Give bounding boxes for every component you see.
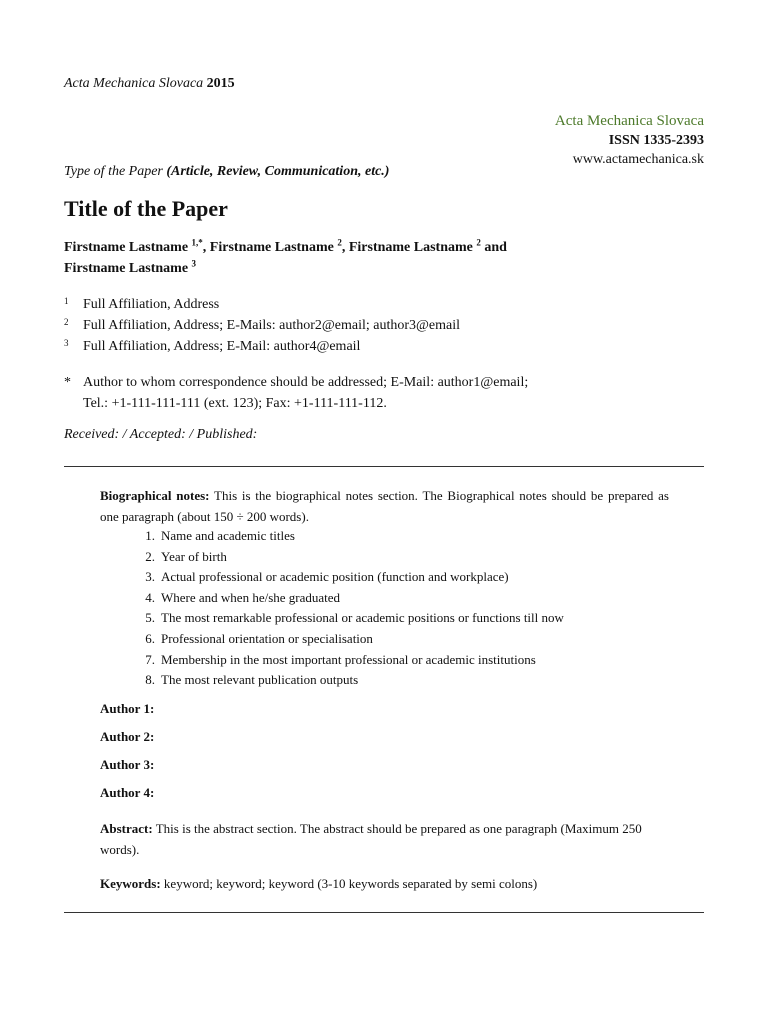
- affiliation-item: [64, 315, 460, 336]
- list-number: 4.: [145, 589, 155, 605]
- affiliation-item: [64, 294, 460, 315]
- author-name: Firstname Lastname: [64, 261, 189, 276]
- keywords-label: Keywords:: [100, 876, 161, 891]
- list-number: 1.: [145, 528, 155, 543]
- list-number: 6.: [145, 630, 155, 646]
- author-4-label: Author 4:: [100, 785, 155, 800]
- list-item: [100, 608, 669, 629]
- author-separator: and: [480, 240, 507, 255]
- abstract-section: [100, 819, 675, 860]
- list-number: 7.: [145, 651, 155, 667]
- journal-masthead: [555, 112, 704, 169]
- section-divider-bottom: [64, 912, 704, 913]
- list-text: Year of birth: [161, 548, 227, 564]
- paper-type-line: [64, 164, 389, 180]
- author-superscript: 1,*: [191, 237, 203, 248]
- journal-name: Acta Mechanica Slovaca: [64, 76, 204, 91]
- list-text: Professional orientation or specialisation: [161, 630, 373, 646]
- keywords-text: keyword; keyword; keyword (3-10 keywords separated by semi colons): [163, 876, 538, 891]
- list-number: 5.: [145, 610, 155, 626]
- masthead-issn: ISSN 1335-2393: [608, 133, 704, 148]
- list-text: Actual professional or academic position (function and workplace): [161, 569, 509, 585]
- list-item: [100, 629, 669, 650]
- paper-type-lead: Type of the Paper: [64, 164, 163, 179]
- author-name: Firstname Lastname: [348, 240, 473, 255]
- list-text: Membership in the most important professional or academic institutions: [161, 651, 536, 667]
- author-1-label: Author 1:: [100, 701, 155, 716]
- author-3-label: Author 3:: [100, 757, 155, 772]
- biographical-notes: [100, 486, 669, 527]
- author-separator: ,: [202, 240, 210, 255]
- affiliation-text: Full Affiliation, Address; E-Mails: author2@email; author3@email: [83, 318, 461, 333]
- list-text: The most remarkable professional or academic positions or functions till now: [161, 610, 564, 626]
- journal-year-line: [64, 76, 235, 92]
- list-number: 3.: [145, 569, 155, 585]
- masthead-url: www.actamechanica.sk: [572, 152, 704, 167]
- abstract-text: This is the abstract section. The abstract should be prepared as one paragraph (Maximum 250 words).: [100, 821, 642, 857]
- masthead-journal-name: Acta Mechanica Slovaca: [554, 113, 704, 129]
- affiliation-text: Full Affiliation, Address; E-Mail: author4@email: [83, 339, 361, 354]
- affiliation-number: 1: [64, 296, 69, 306]
- section-divider-top: [64, 466, 704, 467]
- list-item: [100, 547, 669, 568]
- list-text: Where and when he/she graduated: [161, 589, 341, 605]
- list-item: [100, 588, 669, 609]
- list-text: The most relevant publication outputs: [161, 672, 359, 688]
- list-item: [100, 526, 669, 547]
- abstract-label: Abstract:: [100, 821, 153, 836]
- list-item: [100, 567, 669, 588]
- correspondence-note: [64, 372, 528, 414]
- author-superscript: 2: [476, 237, 481, 248]
- list-number: 8.: [145, 672, 155, 688]
- biographical-checklist: [100, 526, 669, 691]
- list-item: [100, 650, 669, 671]
- author-name: Firstname Lastname: [64, 240, 189, 255]
- author-superscript: 3: [191, 258, 197, 269]
- affiliation-number: 2: [64, 317, 69, 327]
- affiliation-text: Full Affiliation, Address: [83, 297, 220, 312]
- list-text: Name and academic titles: [161, 528, 295, 543]
- list-number: 2.: [145, 548, 155, 564]
- keywords-section: [100, 876, 675, 892]
- affiliation-list: [64, 294, 460, 357]
- author-2-label: Author 2:: [100, 729, 155, 744]
- paper-type-kinds: (Article, Review, Communication, etc.): [166, 164, 390, 179]
- biographical-notes-text: This is the biographical notes section. The Biographical notes should be prepared as one paragraph (about 150 ÷ 200 words).: [100, 488, 669, 524]
- author-list: [64, 237, 684, 279]
- author-superscript: 2: [337, 237, 342, 248]
- affiliation-item: [64, 336, 460, 357]
- correspondence-line: Author to whom correspondence should be addressed; E-Mail: author1@email;: [83, 375, 529, 390]
- received-dates: Received: / Accepted: / Published:: [64, 427, 258, 442]
- list-item: [100, 670, 669, 691]
- biographical-notes-label: Biographical notes:: [100, 488, 210, 503]
- affiliation-number: 3: [64, 338, 69, 348]
- author-separator: ,: [341, 240, 349, 255]
- journal-year: 2015: [206, 76, 235, 91]
- correspondence-contact: Tel.: +1-111-111-111 (ext. 123); Fax: +1-111-111-112.: [83, 396, 387, 411]
- author-name: Firstname Lastname: [209, 240, 334, 255]
- paper-title: Title of the Paper: [64, 196, 228, 221]
- correspondence-asterisk: *: [64, 375, 71, 390]
